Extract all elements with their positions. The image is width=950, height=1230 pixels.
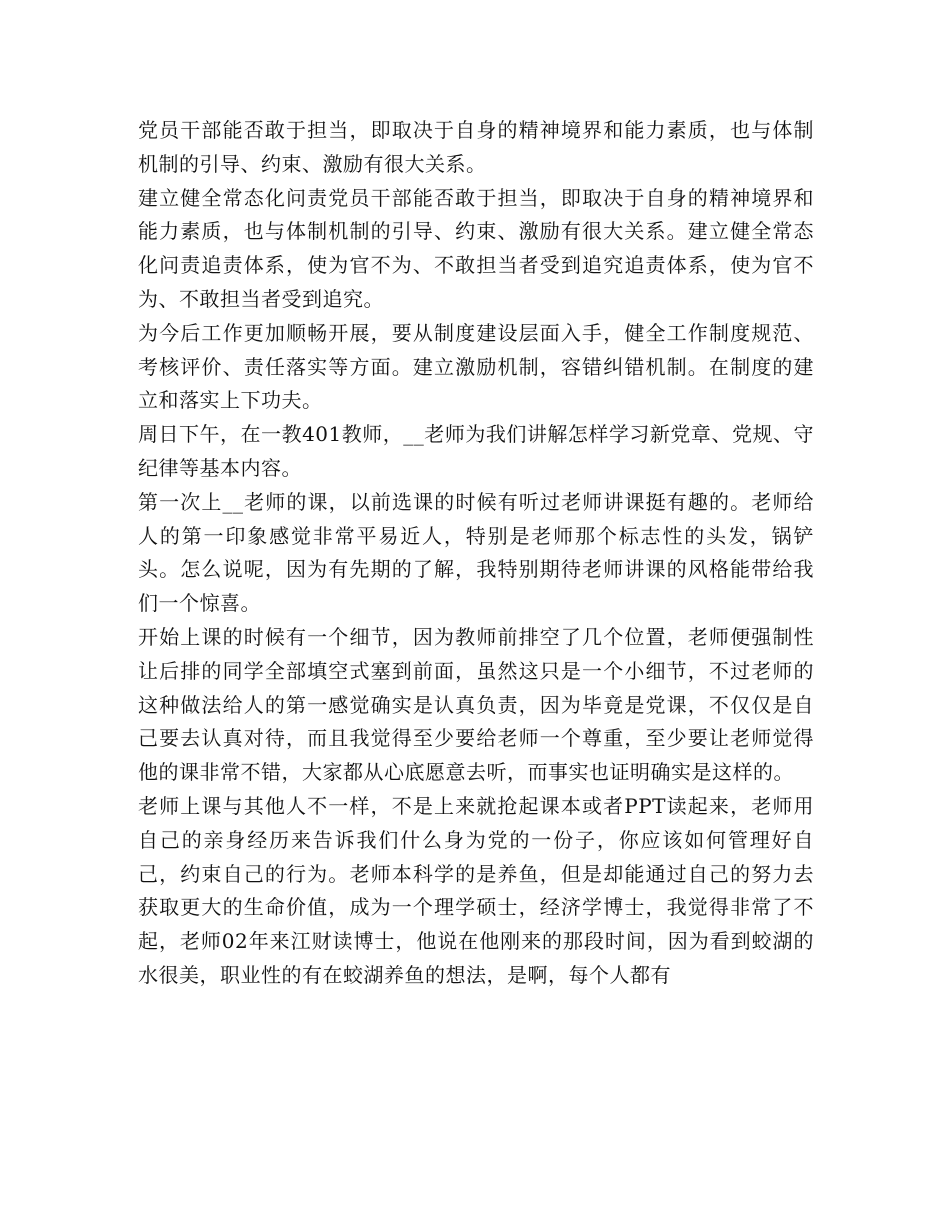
paragraph-6: 开始上课的时候有一个细节，因为教师前排空了几个位置，老师便强制性让后排的同学全部填空式塞到前面，虽然这只是一个小细节，不过老师的这种做法给人的第一感觉确实是认真负责，因为毕竟是党课，不仅仅是自己要去认真对待，而且我觉得至少要给老师一个尊重，至少要让老师觉得他的课非常不错，大家都从心底愿意去听，而事实也证明确实是这样的。 bbox=[138, 624, 814, 785]
paragraph-7: 老师上课与其他人不一样，不是上来就抢起课本或者PPT读起来，老师用自己的亲身经历来告诉我们什么身为党的一份子，你应该如何管理好自己，约束自己的行为。老师本科学的是养鱼，但是却能通过自己的努力去获取更大的生命价值，成为一个理学硕士，经济学博士，我觉得非常了不起，老师02年来江财读博士，他说在他刚来的那段时间，因为看到蛟湖的水很美，职业性的有在蛟湖养鱼的想法，是啊，每个人都有 bbox=[138, 793, 814, 987]
paragraph-5: 第一次上__老师的课，以前选课的时候有听过老师讲课挺有趣的。老师给人的第一印象感觉非常平易近人，特别是老师那个标志性的头发，锅铲头。怎么说呢，因为有先期的了解，我特别期待老师讲课的风格能带给我们一个惊喜。 bbox=[138, 489, 814, 616]
paragraph-1: 党员干部能否敢于担当，即取决于自身的精神境界和能力素质，也与体制机制的引导、约束、激励有很大关系。 bbox=[138, 118, 814, 176]
paragraph-3: 为今后工作更加顺畅开展，要从制度建设层面入手，健全工作制度规范、考核评价、责任落实等方面。建立激励机制，容错纠错机制。在制度的建立和落实上下功夫。 bbox=[138, 320, 814, 413]
paragraph-4: 周日下午，在一教401教师，__老师为我们讲解怎样学习新党章、党规、守纪律等基本内容。 bbox=[138, 422, 814, 480]
document-body bbox=[138, 114, 814, 993]
paragraph-2: 建立健全常态化问责党员干部能否敢于担当，即取决于自身的精神境界和能力素质，也与体制机制的引导、约束、激励有很大关系。建立健全常态化问责追责体系，使为官不为、不敢担当者受到追究追责体系，使为官不为、不敢担当者受到追究。 bbox=[138, 185, 814, 311]
